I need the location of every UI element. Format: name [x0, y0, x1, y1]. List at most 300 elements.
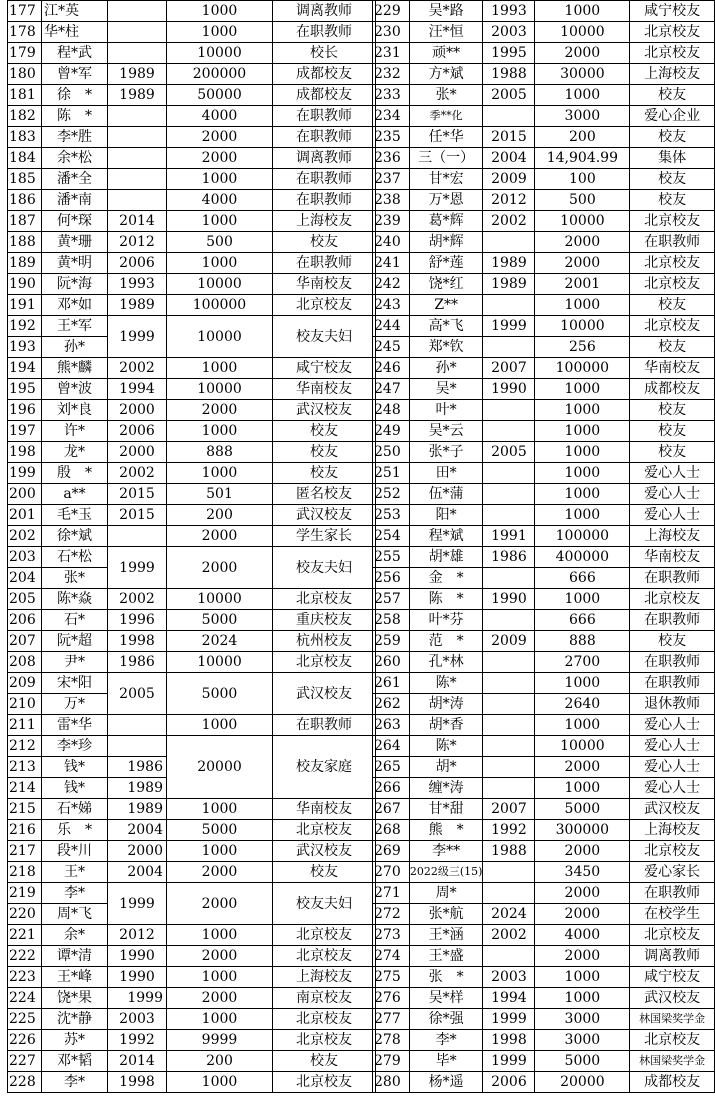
cell-no: 184	[8, 148, 42, 169]
table-row	[8, 631, 376, 652]
table-row	[8, 442, 376, 463]
cell-year: 2014	[108, 211, 167, 232]
cell-type: 校友	[630, 442, 715, 463]
cell-year	[483, 106, 535, 127]
table-row	[8, 43, 376, 64]
cell-name: 黄*明	[42, 253, 108, 274]
cell-year: 1989	[108, 778, 167, 799]
cell-year	[483, 883, 535, 904]
cell-year: 1991	[483, 526, 535, 547]
table-row	[8, 295, 376, 316]
cell-type: 武汉校友	[630, 799, 715, 820]
table-row	[373, 505, 715, 526]
cell-type: 校友	[273, 421, 376, 442]
cell-type: 在职教师	[630, 232, 715, 253]
cell-no: 190	[8, 274, 42, 295]
cell-amount: 5000	[167, 610, 273, 631]
cell-amount: 50000	[167, 85, 273, 106]
table-row	[8, 673, 376, 694]
table-row	[373, 1, 715, 22]
cell-no: 279	[373, 1051, 410, 1072]
cell-no: 193	[8, 337, 42, 358]
cell-year: 1995	[483, 43, 535, 64]
table-row	[373, 148, 715, 169]
cell-year: 1992	[483, 820, 535, 841]
cell-name: 吴*样	[409, 988, 483, 1009]
table-row	[8, 253, 376, 274]
table-row	[8, 526, 376, 547]
cell-amount: 30000	[535, 64, 630, 85]
cell-type: 武汉校友	[273, 400, 376, 421]
cell-year: 1992	[108, 1030, 167, 1051]
cell-no: 188	[8, 232, 42, 253]
cell-amount: 10000	[167, 43, 273, 64]
cell-no: 192	[8, 316, 42, 337]
cell-no: 227	[8, 1051, 42, 1072]
cell-no: 278	[373, 1030, 410, 1051]
table-row	[373, 274, 715, 295]
table-row	[8, 64, 376, 85]
cell-name: 尹*	[42, 652, 108, 673]
cell-amount: 10000	[167, 316, 273, 358]
table-row	[8, 148, 376, 169]
table-row	[8, 274, 376, 295]
cell-no: 276	[373, 988, 410, 1009]
table-row	[373, 379, 715, 400]
cell-name: 饶*红	[409, 274, 483, 295]
cell-no: 246	[373, 358, 410, 379]
cell-type: 北京校友	[630, 841, 715, 862]
cell-name: 曾*军	[42, 64, 108, 85]
cell-no: 263	[373, 715, 410, 736]
cell-name: 金 *	[409, 568, 483, 589]
cell-name: 阮*海	[42, 274, 108, 295]
cell-no: 252	[373, 484, 410, 505]
cell-type: 校友夫妇	[273, 883, 376, 925]
cell-amount: 1000	[535, 967, 630, 988]
cell-type: 北京校友	[273, 1072, 376, 1093]
cell-no: 196	[8, 400, 42, 421]
cell-no: 216	[8, 820, 42, 841]
cell-no: 234	[373, 106, 410, 127]
cell-type: 校友	[630, 400, 715, 421]
table-row	[8, 505, 376, 526]
cell-year	[108, 106, 167, 127]
cell-name: 舒*莲	[409, 253, 483, 274]
cell-amount: 1000	[535, 589, 630, 610]
cell-no: 210	[8, 694, 42, 715]
cell-name: 邓*如	[42, 295, 108, 316]
cell-year	[108, 127, 167, 148]
cell-amount: 2000	[535, 757, 630, 778]
cell-no: 247	[373, 379, 410, 400]
table-row	[373, 757, 715, 778]
cell-name: 熊*麟	[42, 358, 108, 379]
cell-name: 余*松	[42, 148, 108, 169]
table-row	[373, 106, 715, 127]
cell-year: 1990	[108, 946, 167, 967]
table-row	[373, 841, 715, 862]
cell-name: 江*英	[42, 1, 108, 22]
table-row	[373, 610, 715, 631]
table-row	[373, 673, 715, 694]
table-row	[373, 883, 715, 904]
table-row	[8, 169, 376, 190]
cell-type: 北京校友	[273, 925, 376, 946]
cell-name: 周*飞	[42, 904, 108, 925]
cell-amount: 1000	[167, 253, 273, 274]
cell-name: 叶*芬	[409, 610, 483, 631]
table-row	[8, 106, 376, 127]
cell-year: 2003	[483, 22, 535, 43]
cell-no: 180	[8, 64, 42, 85]
cell-name: 张 *	[409, 967, 483, 988]
cell-type: 校友	[273, 862, 376, 883]
cell-type: 重庆校友	[273, 610, 376, 631]
cell-type: 武汉校友	[273, 505, 376, 526]
cell-no: 274	[373, 946, 410, 967]
cell-no: 215	[8, 799, 42, 820]
cell-name: 胡*香	[409, 715, 483, 736]
cell-amount: 1000	[167, 421, 273, 442]
cell-amount: 10000	[167, 379, 273, 400]
cell-year	[483, 673, 535, 694]
cell-amount: 3000	[535, 1009, 630, 1030]
cell-no: 240	[373, 232, 410, 253]
cell-no: 248	[373, 400, 410, 421]
cell-year: 2000	[108, 841, 167, 862]
cell-year: 2015	[108, 484, 167, 505]
cell-no: 212	[8, 736, 42, 757]
cell-no: 205	[8, 589, 42, 610]
cell-type: 校友夫妇	[273, 547, 376, 589]
cell-type: 校友	[630, 631, 715, 652]
cell-name: Z**	[409, 295, 483, 316]
cell-name: 宋*阳	[42, 673, 108, 694]
table-row	[373, 820, 715, 841]
cell-year: 2005	[108, 673, 167, 715]
cell-year: 1993	[483, 1, 535, 22]
cell-no: 249	[373, 421, 410, 442]
cell-name: 黄*珊	[42, 232, 108, 253]
cell-year: 1996	[108, 610, 167, 631]
cell-name: 潘*全	[42, 169, 108, 190]
cell-amount: 2024	[167, 631, 273, 652]
cell-no: 223	[8, 967, 42, 988]
table-row	[8, 820, 376, 841]
cell-name: 高*飞	[409, 316, 483, 337]
table-row	[373, 988, 715, 1009]
cell-amount: 200	[167, 1051, 273, 1072]
cell-type: 在职教师	[273, 127, 376, 148]
cell-amount: 2000	[535, 946, 630, 967]
cell-year: 1998	[483, 1030, 535, 1051]
table-row	[8, 736, 376, 757]
cell-amount: 1000	[535, 1, 630, 22]
cell-amount: 4000	[167, 106, 273, 127]
cell-no: 270	[373, 862, 410, 883]
cell-year	[483, 946, 535, 967]
cell-no: 233	[373, 85, 410, 106]
cell-name: 缠*涛	[409, 778, 483, 799]
cell-amount: 300000	[535, 820, 630, 841]
cell-amount: 1000	[535, 484, 630, 505]
cell-type: 北京校友	[630, 1030, 715, 1051]
table-row	[8, 589, 376, 610]
cell-amount: 2000	[535, 253, 630, 274]
cell-amount: 20000	[167, 736, 273, 799]
cell-type: 校友	[273, 463, 376, 484]
cell-no: 201	[8, 505, 42, 526]
table-row	[8, 799, 376, 820]
cell-no: 214	[8, 778, 42, 799]
cell-amount: 1000	[167, 841, 273, 862]
cell-name: 石*娣	[42, 799, 108, 820]
cell-no: 218	[8, 862, 42, 883]
cell-year	[483, 337, 535, 358]
cell-year: 1990	[483, 379, 535, 400]
cell-name: 李*胜	[42, 127, 108, 148]
table-row	[373, 1051, 715, 1072]
cell-year: 1986	[108, 757, 167, 778]
cell-year: 1989	[483, 253, 535, 274]
cell-no: 237	[373, 169, 410, 190]
cell-year	[108, 169, 167, 190]
cell-name: 谭*清	[42, 946, 108, 967]
cell-no: 209	[8, 673, 42, 694]
cell-no: 221	[8, 925, 42, 946]
cell-year: 2002	[483, 925, 535, 946]
cell-amount: 2001	[535, 274, 630, 295]
cell-year	[483, 463, 535, 484]
cell-no: 241	[373, 253, 410, 274]
cell-name: 毛*玉	[42, 505, 108, 526]
cell-type: 学生家长	[273, 526, 376, 547]
cell-amount: 2000	[167, 148, 273, 169]
table-row	[8, 358, 376, 379]
cell-year	[483, 421, 535, 442]
cell-name: 龙*	[42, 442, 108, 463]
cell-no: 280	[373, 1072, 410, 1093]
table-row	[373, 127, 715, 148]
cell-no: 251	[373, 463, 410, 484]
cell-amount: 1000	[535, 463, 630, 484]
cell-amount: 10000	[167, 274, 273, 295]
cell-type: 林国梁奖学金	[630, 1009, 715, 1030]
cell-name: 陈*焱	[42, 589, 108, 610]
cell-year: 1986	[483, 547, 535, 568]
cell-type: 华南校友	[630, 547, 715, 568]
cell-year: 2002	[108, 589, 167, 610]
table-row	[8, 379, 376, 400]
cell-type: 北京校友	[630, 253, 715, 274]
table-row	[373, 694, 715, 715]
cell-name: 徐*强	[409, 1009, 483, 1030]
cell-amount: 100000	[167, 295, 273, 316]
cell-name: 杨*遥	[409, 1072, 483, 1093]
cell-amount: 10000	[167, 652, 273, 673]
table-row	[373, 967, 715, 988]
cell-name: 刘*良	[42, 400, 108, 421]
cell-amount: 1000	[535, 988, 630, 1009]
cell-amount: 4000	[167, 190, 273, 211]
table-row	[373, 862, 715, 883]
cell-type: 上海校友	[273, 211, 376, 232]
table-row	[373, 316, 715, 337]
cell-name: 李*	[42, 883, 108, 904]
cell-name: 王*涵	[409, 925, 483, 946]
cell-no: 187	[8, 211, 42, 232]
cell-type: 在职教师	[630, 883, 715, 904]
cell-year: 1999	[108, 547, 167, 589]
cell-amount: 2000	[167, 547, 273, 589]
cell-year	[483, 715, 535, 736]
cell-no: 275	[373, 967, 410, 988]
cell-name: 雷*华	[42, 715, 108, 736]
table-row	[373, 526, 715, 547]
cell-name: 阳*	[409, 505, 483, 526]
cell-year: 1998	[108, 631, 167, 652]
cell-type: 武汉校友	[630, 988, 715, 1009]
cell-no: 264	[373, 736, 410, 757]
cell-year	[483, 778, 535, 799]
cell-name: 殷 *	[42, 463, 108, 484]
cell-year: 2012	[108, 925, 167, 946]
cell-amount: 1000	[167, 715, 273, 736]
cell-no: 269	[373, 841, 410, 862]
table-row	[8, 967, 376, 988]
cell-type: 集体	[630, 148, 715, 169]
cell-amount: 4000	[535, 925, 630, 946]
cell-name: 吴*	[409, 379, 483, 400]
cell-amount: 1000	[167, 1009, 273, 1030]
cell-name: 甘*甜	[409, 799, 483, 820]
cell-name: 石*	[42, 610, 108, 631]
cell-no: 222	[8, 946, 42, 967]
cell-year: 1999	[483, 1009, 535, 1030]
cell-no: 211	[8, 715, 42, 736]
cell-type: 咸宁校友	[630, 967, 715, 988]
cell-type: 北京校友	[273, 295, 376, 316]
cell-amount: 1000	[167, 925, 273, 946]
cell-name: 王*盛	[409, 946, 483, 967]
cell-name: 万*恩	[409, 190, 483, 211]
cell-year: 1989	[108, 799, 167, 820]
table-row	[8, 1051, 376, 1072]
cell-type: 校友	[630, 421, 715, 442]
cell-name: 何*琛	[42, 211, 108, 232]
cell-year: 1988	[483, 841, 535, 862]
table-row	[8, 127, 376, 148]
table-row	[8, 400, 376, 421]
table-row	[8, 841, 376, 862]
cell-no: 260	[373, 652, 410, 673]
cell-type: 南京校友	[273, 988, 376, 1009]
table-row	[373, 799, 715, 820]
cell-no: 250	[373, 442, 410, 463]
cell-year: 2006	[108, 253, 167, 274]
cell-no: 277	[373, 1009, 410, 1030]
cell-year: 1990	[108, 967, 167, 988]
cell-year: 2002	[108, 358, 167, 379]
cell-year	[108, 736, 167, 757]
cell-no: 199	[8, 463, 42, 484]
cell-type: 在职教师	[630, 673, 715, 694]
cell-name: 徐*斌	[42, 526, 108, 547]
cell-no: 228	[8, 1072, 42, 1093]
cell-name: 孔*林	[409, 652, 483, 673]
cell-type: 爱心人士	[630, 484, 715, 505]
cell-name: 范 *	[409, 631, 483, 652]
cell-year: 1998	[108, 1072, 167, 1093]
cell-amount: 10000	[535, 736, 630, 757]
cell-type: 北京校友	[630, 316, 715, 337]
cell-name: 三（一）	[409, 148, 483, 169]
cell-no: 202	[8, 526, 42, 547]
table-row	[8, 421, 376, 442]
cell-amount: 3000	[535, 1030, 630, 1051]
cell-no: 197	[8, 421, 42, 442]
cell-type: 北京校友	[630, 22, 715, 43]
cell-name: 2022级三(15)	[409, 862, 483, 883]
cell-no: 208	[8, 652, 42, 673]
cell-year: 2000	[108, 400, 167, 421]
cell-year	[483, 295, 535, 316]
cell-no: 230	[373, 22, 410, 43]
cell-name: 张*	[409, 85, 483, 106]
cell-type: 校友	[630, 190, 715, 211]
cell-no: 179	[8, 43, 42, 64]
cell-type: 在职教师	[273, 715, 376, 736]
cell-name: 许*	[42, 421, 108, 442]
cell-name: 乐 *	[42, 820, 108, 841]
cell-amount: 14,904.99	[535, 148, 630, 169]
cell-year: 2004	[108, 862, 167, 883]
cell-year: 2004	[108, 820, 167, 841]
cell-year: 1999	[108, 988, 167, 1009]
cell-name: 苏*	[42, 1030, 108, 1051]
cell-type: 北京校友	[630, 274, 715, 295]
cell-name: 王*峰	[42, 967, 108, 988]
cell-amount: 500	[535, 190, 630, 211]
cell-type: 北京校友	[273, 1009, 376, 1030]
cell-type: 校友	[630, 295, 715, 316]
cell-amount: 1000	[535, 715, 630, 736]
table-row	[373, 64, 715, 85]
cell-amount: 400000	[535, 547, 630, 568]
cell-name: 甘*宏	[409, 169, 483, 190]
cell-no: 206	[8, 610, 42, 631]
cell-year	[108, 1, 167, 22]
cell-amount: 888	[167, 442, 273, 463]
table-row	[8, 862, 376, 883]
cell-no: 244	[373, 316, 410, 337]
cell-year	[483, 610, 535, 631]
cell-type: 爱心人士	[630, 736, 715, 757]
cell-amount: 10000	[535, 316, 630, 337]
cell-type: 调离教师	[273, 1, 376, 22]
cell-year: 2005	[483, 85, 535, 106]
cell-amount: 200	[535, 127, 630, 148]
cell-name: 方*斌	[409, 64, 483, 85]
cell-amount: 5000	[167, 673, 273, 715]
cell-year: 2007	[483, 358, 535, 379]
cell-year: 2006	[483, 1072, 535, 1093]
cell-type: 华南校友	[630, 358, 715, 379]
donor-table-right	[372, 0, 715, 1093]
cell-no: 195	[8, 379, 42, 400]
cell-year: 2006	[108, 421, 167, 442]
